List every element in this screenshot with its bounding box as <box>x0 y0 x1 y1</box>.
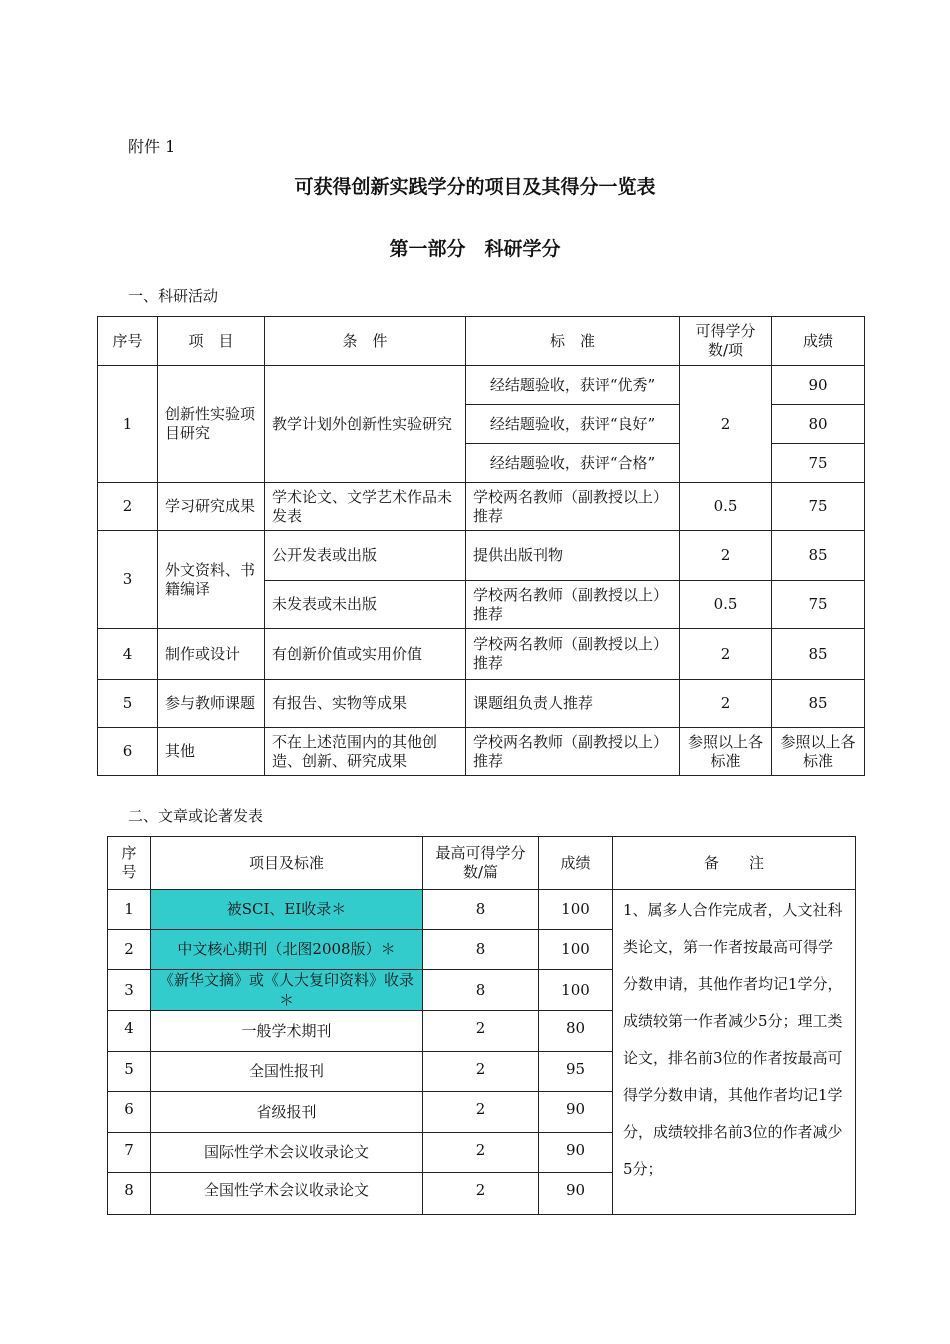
credit-cell: 2 <box>680 680 772 728</box>
header-cell: 序号 <box>98 317 158 366</box>
row-number: 1 <box>108 890 151 930</box>
score-cell: 85 <box>772 629 865 680</box>
credit-cell: 2 <box>423 1011 539 1052</box>
row-number: 2 <box>98 483 158 531</box>
credit-cell: 2 <box>423 1173 539 1215</box>
header-cell: 备 注 <box>613 837 856 890</box>
row-number: 6 <box>98 728 158 776</box>
row-number: 5 <box>98 680 158 728</box>
table-row <box>98 680 865 728</box>
standard-cell: 学校两名教师（副教授以上）推荐 <box>466 483 680 531</box>
item-cell: 全国性学术会议收录论文 <box>151 1173 423 1215</box>
item-cell: 国际性学术会议收录论文 <box>151 1133 423 1173</box>
section2-heading: 二、文章或论著发表 <box>128 807 264 825</box>
item-cell: 制作或设计 <box>158 629 265 680</box>
score-cell: 90 <box>772 366 865 405</box>
score-cell: 90 <box>539 1092 613 1133</box>
score-cell: 100 <box>539 890 613 930</box>
credit-cell: 2 <box>423 1092 539 1133</box>
credit-cell: 8 <box>423 890 539 930</box>
header-cell: 条 件 <box>265 317 466 366</box>
condition-cell: 不在上述范围内的其他创造、创新、研究成果 <box>265 728 466 776</box>
row-number: 6 <box>108 1092 151 1133</box>
item-cell: 被SCI、EI收录＊ <box>151 890 423 930</box>
item-cell: 一般学术期刊 <box>151 1011 423 1052</box>
table-row <box>98 366 865 405</box>
score-cell: 75 <box>772 483 865 531</box>
item-cell: 全国性报刊 <box>151 1052 423 1092</box>
credit-cell: 8 <box>423 930 539 970</box>
row-number: 2 <box>108 930 151 970</box>
header-cell: 项 目 <box>158 317 265 366</box>
row-number: 8 <box>108 1173 151 1215</box>
credit-cell: 2 <box>423 1133 539 1173</box>
score-cell: 90 <box>539 1173 613 1215</box>
score-cell: 85 <box>772 680 865 728</box>
header-cell: 项目及标准 <box>151 837 423 890</box>
row-number: 3 <box>108 970 151 1011</box>
score-cell: 100 <box>539 970 613 1011</box>
standard-cell: 经结题验收，获评“良好” <box>466 405 680 444</box>
row-number: 7 <box>108 1133 151 1173</box>
item-cell: 学习研究成果 <box>158 483 265 531</box>
header-cell: 成绩 <box>772 317 865 366</box>
table-row <box>98 483 865 531</box>
item-cell: 创新性实验项目研究 <box>158 366 265 483</box>
table-header-row <box>108 837 856 890</box>
row-number: 4 <box>98 629 158 680</box>
standard-cell: 学校两名教师（副教授以上）推荐 <box>466 629 680 680</box>
credit-cell: 0.5 <box>680 581 772 629</box>
section1-heading: 一、科研活动 <box>128 287 219 305</box>
header-cell: 标 准 <box>466 317 680 366</box>
score-cell: 75 <box>772 581 865 629</box>
row-number: 1 <box>98 366 158 483</box>
standard-cell: 经结题验收，获评“优秀” <box>466 366 680 405</box>
condition-cell: 有报告、实物等成果 <box>265 680 466 728</box>
standard-cell: 提供出版刊物 <box>466 531 680 581</box>
condition-cell: 有创新价值或实用价值 <box>265 629 466 680</box>
item-cell: 《新华文摘》或《人大复印资料》收录＊ <box>151 970 423 1011</box>
item-cell: 外文资料、书籍编译 <box>158 531 265 629</box>
score-cell: 参照以上各标准 <box>772 728 865 776</box>
row-number: 4 <box>108 1011 151 1052</box>
item-cell: 参与教师课题 <box>158 680 265 728</box>
standard-cell: 课题组负责人推荐 <box>466 680 680 728</box>
document-title: 可获得创新实践学分的项目及其得分一览表 <box>294 176 656 198</box>
header-cell: 可得学分数/项 <box>680 317 772 366</box>
score-cell: 85 <box>772 531 865 581</box>
header-cell: 序号 <box>108 837 151 890</box>
condition-cell: 公开发表或出版 <box>265 531 466 581</box>
score-cell: 80 <box>539 1011 613 1052</box>
condition-cell: 学术论文、文学艺术作品未发表 <box>265 483 466 531</box>
table-header-row <box>98 317 865 366</box>
header-cell: 成绩 <box>539 837 613 890</box>
credit-cell: 0.5 <box>680 483 772 531</box>
item-cell: 省级报刊 <box>151 1092 423 1133</box>
remarks-cell: 1、属多人合作完成者，人文社科类论文，第一作者按最高可得学分数申请，其他作者均记1学分，成绩较第一作者减少5分；理工类论文，排名前3位的作者按最高可得学分数申请，其他作者均记1学分，成绩较排名前3位的作者减少5分； <box>613 890 856 1215</box>
part-title: 第一部分 科研学分 <box>389 238 561 260</box>
score-cell: 75 <box>772 444 865 483</box>
credit-cell: 2 <box>680 366 772 483</box>
item-cell: 其他 <box>158 728 265 776</box>
credit-cell: 2 <box>680 629 772 680</box>
table-row <box>98 728 865 776</box>
score-cell: 80 <box>772 405 865 444</box>
condition-cell: 教学计划外创新性实验研究 <box>265 366 466 483</box>
publications-table <box>107 836 856 1215</box>
credit-cell: 参照以上各标准 <box>680 728 772 776</box>
table-row <box>98 629 865 680</box>
credit-cell: 2 <box>423 1052 539 1092</box>
research-activities-table <box>97 316 865 776</box>
table-row <box>98 531 865 581</box>
condition-cell: 未发表或未出版 <box>265 581 466 629</box>
standard-cell: 经结题验收，获评“合格” <box>466 444 680 483</box>
standard-cell: 学校两名教师（副教授以上）推荐 <box>466 728 680 776</box>
score-cell: 95 <box>539 1052 613 1092</box>
score-cell: 90 <box>539 1133 613 1173</box>
row-number: 5 <box>108 1052 151 1092</box>
header-cell: 最高可得学分数/篇 <box>423 837 539 890</box>
credit-cell: 8 <box>423 970 539 1011</box>
attachment-label: 附件 1 <box>128 137 176 156</box>
table-row <box>108 890 856 930</box>
score-cell: 100 <box>539 930 613 970</box>
row-number: 3 <box>98 531 158 629</box>
item-cell: 中文核心期刊（北图2008版）＊ <box>151 930 423 970</box>
credit-cell: 2 <box>680 531 772 581</box>
standard-cell: 学校两名教师（副教授以上）推荐 <box>466 581 680 629</box>
